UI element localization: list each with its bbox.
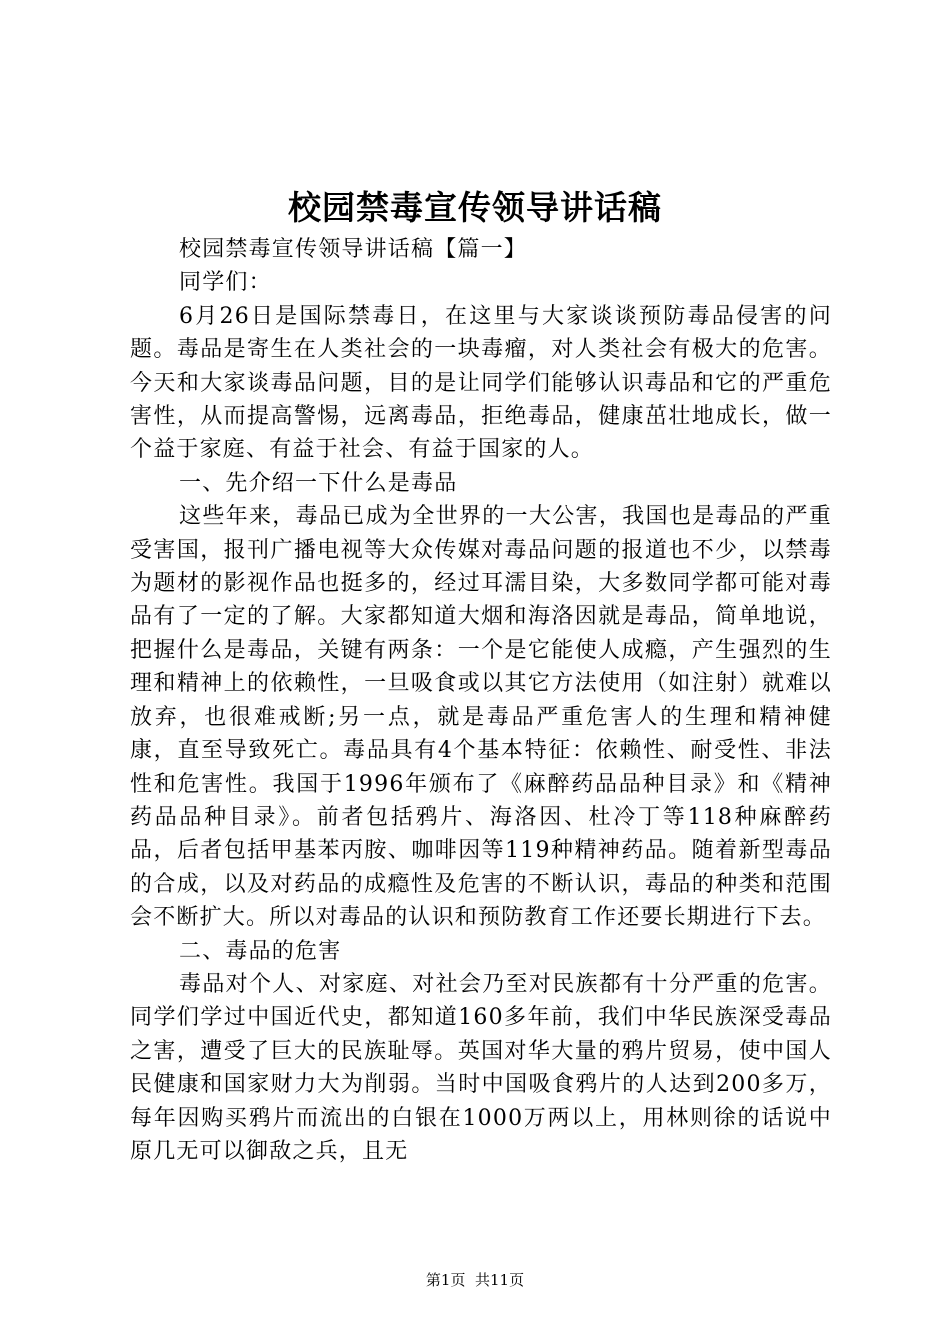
- body-paragraph: 6月26日是国际禁毒日，在这里与大家谈谈预防毒品侵害的问题。毒品是寄生在人类社会的一块毒瘤，对人类社会有极大的危害。今天和大家谈毒品问题，目的是让同学们能够认识毒品和它的严重危害性，从而提高警惕，远离毒品，拒绝毒品，健康茁壮地成长，做一个益于家庭、有益于社会、有益于国家的人。: [130, 303, 832, 463]
- salutation: 同学们：: [179, 270, 272, 296]
- body-paragraph: 这些年来，毒品已成为全世界的一大公害，我国也是毒品的严重受害国，报刊广播电视等大众传媒对毒品问题的报道也不少，以禁毒为题材的影视作品也挺多的，经过耳濡目染，大多数同学都可能对毒品有了一定的了解。大家都知道大烟和海洛因就是毒品，简单地说，把握什么是毒品，关键有两条：一个是它能使人成瘾，产生强烈的生理和精神上的依赖性，一旦吸食或以其它方法使用（如注射）就难以放弃，也很难戒断;另一点，就是毒品严重危害人的生理和精神健康，直至导致死亡。毒品具有4个基本特征：依赖性、耐受性、非法性和危害性。我国于1996年颁布了《麻醉药品品种目录》和《精神药品品种目录》。前者包括鸦片、海洛因、杜冷丁等118种麻醉药品，后者包括甲基苯丙胺、咖啡因等119种精神药品。随着新型毒品的合成，以及对药品的成瘾性及危害的不断认识，毒品的种类和范围会不断扩大。所以对毒品的认识和预防教育工作还要长期进行下去。: [130, 504, 832, 931]
- page-number-footer: 第1页 共11页: [425, 1271, 525, 1289]
- body-paragraph: 毒品对个人、对家庭、对社会乃至对民族都有十分严重的危害。同学们学过中国近代史，都知道160多年前，我们中华民族深受毒品之害，遭受了巨大的民族耻辱。英国对华大量的鸦片贸易，使中国人民健康和国家财力大为削弱。当时中国吸食鸦片的人达到200多万，每年因购买鸦片而流出的白银在1000万两以上，用林则徐的话说中原几无可以御敌之兵，且无: [130, 971, 832, 1164]
- section-heading: 校园禁毒宣传领导讲话稿【篇一】: [179, 237, 528, 262]
- document-body: [130, 233, 832, 1168]
- section-heading: 一、先介绍一下什么是毒品: [179, 470, 458, 496]
- section-heading: 二、毒品的危害: [179, 938, 342, 964]
- document-title: 校园禁毒宣传领导讲话稿: [288, 188, 662, 227]
